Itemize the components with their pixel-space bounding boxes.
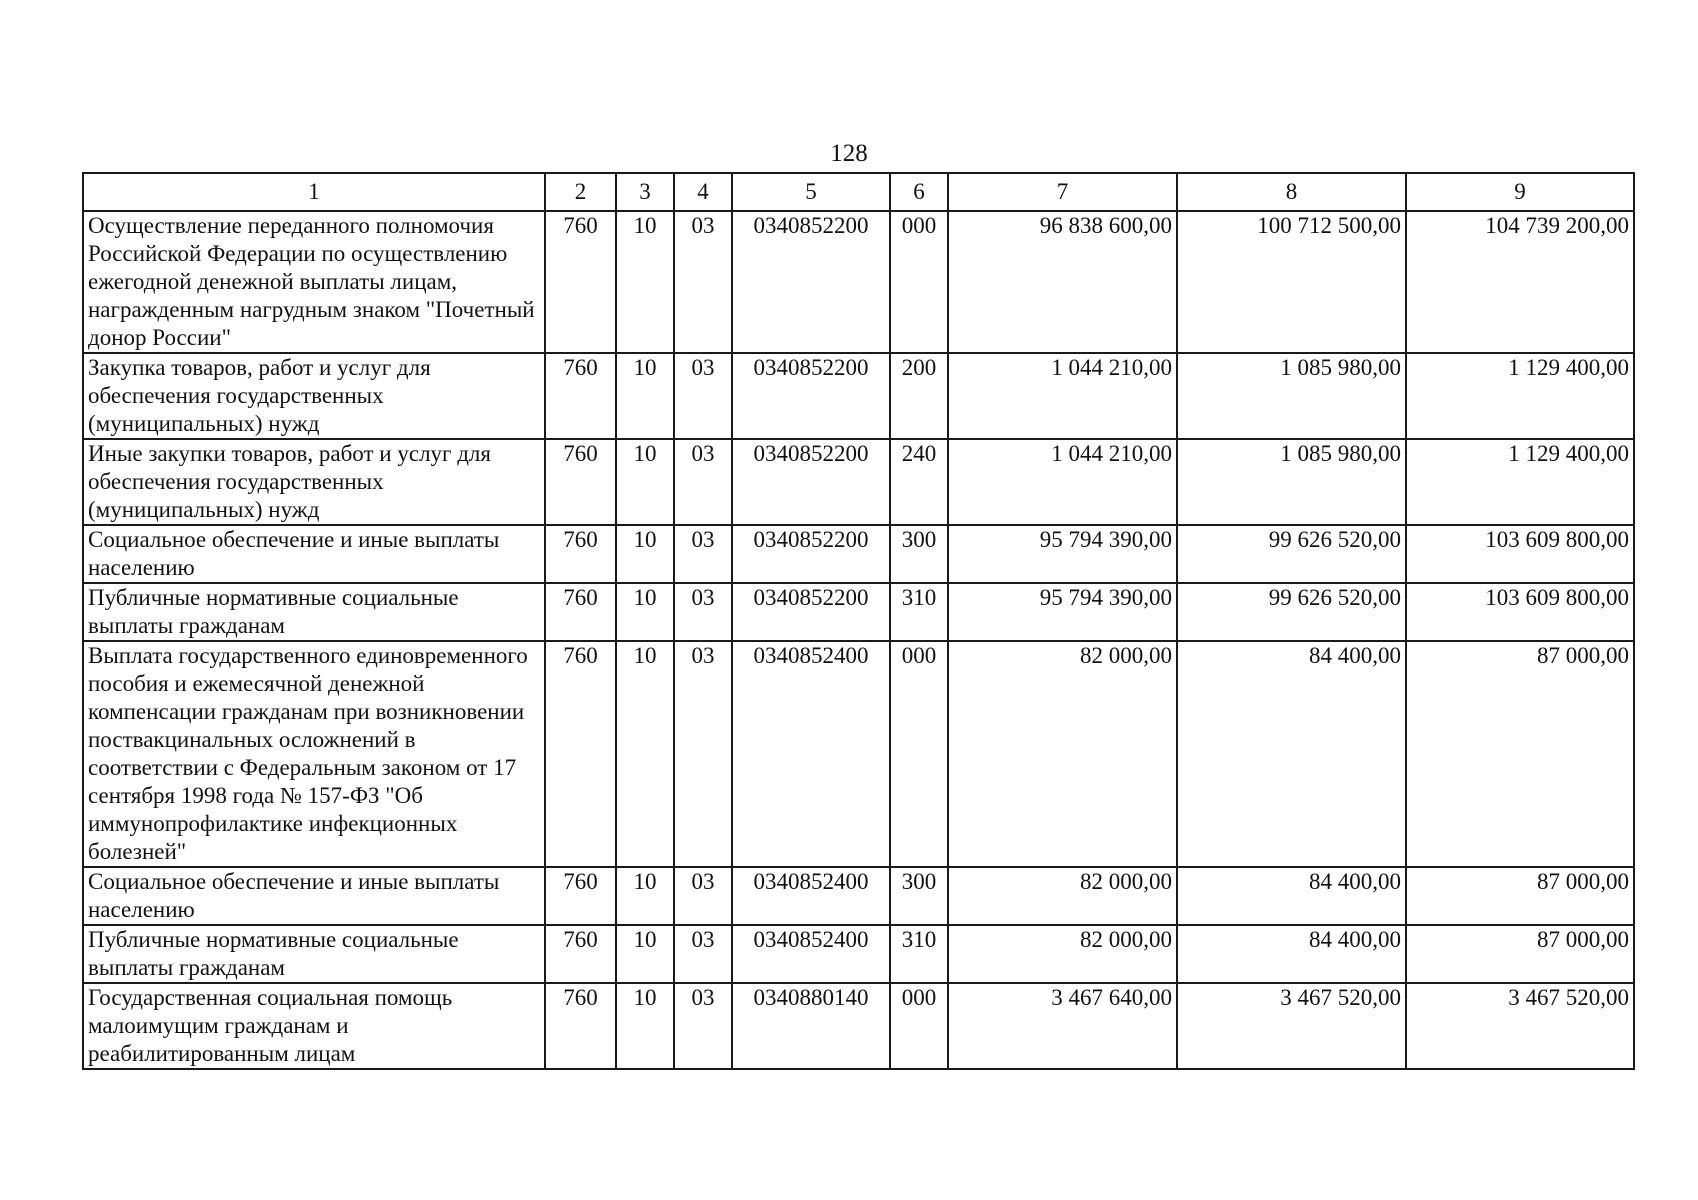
amount-col-8: 99 626 520,00 [1177,525,1406,583]
code-col-2: 760 [545,983,616,1069]
code-col-3: 10 [616,867,674,925]
amount-col-9: 87 000,00 [1406,641,1634,867]
amount-col-9: 3 467 520,00 [1406,983,1634,1069]
code-col-3: 10 [616,211,674,353]
code-col-2: 760 [545,867,616,925]
code-col-4: 03 [674,925,732,983]
amount-col-8: 84 400,00 [1177,867,1406,925]
header-col-6: 6 [890,173,948,211]
code-col-4: 03 [674,353,732,439]
code-col-6: 310 [890,583,948,641]
amount-col-9: 87 000,00 [1406,925,1634,983]
row-name: Социальное обеспечение и иные выплаты населению [83,525,545,583]
amount-col-8: 84 400,00 [1177,925,1406,983]
code-col-5: 0340852200 [732,211,890,353]
table-row [83,925,1634,983]
code-col-2: 760 [545,353,616,439]
header-col-2: 2 [545,173,616,211]
amount-col-8: 3 467 520,00 [1177,983,1406,1069]
amount-col-7: 1 044 210,00 [948,439,1177,525]
code-col-3: 10 [616,925,674,983]
amount-col-8: 1 085 980,00 [1177,439,1406,525]
table-row [83,439,1634,525]
code-col-6: 240 [890,439,948,525]
amount-col-8: 100 712 500,00 [1177,211,1406,353]
header-col-3: 3 [616,173,674,211]
row-name: Публичные нормативные социальные выплаты гражданам [83,583,545,641]
header-col-8: 8 [1177,173,1406,211]
amount-col-9: 104 739 200,00 [1406,211,1634,353]
code-col-4: 03 [674,867,732,925]
code-col-5: 0340852400 [732,867,890,925]
row-name: Иные закупки товаров, работ и услуг для обеспечения государственных (муниципальных) нужд [83,439,545,525]
table-row [83,583,1634,641]
amount-col-9: 1 129 400,00 [1406,353,1634,439]
code-col-2: 760 [545,211,616,353]
code-col-3: 10 [616,353,674,439]
table-row [83,525,1634,583]
code-col-6: 000 [890,211,948,353]
amount-col-7: 95 794 390,00 [948,583,1177,641]
header-col-9: 9 [1406,173,1634,211]
amount-col-7: 3 467 640,00 [948,983,1177,1069]
amount-col-7: 82 000,00 [948,867,1177,925]
code-col-4: 03 [674,583,732,641]
code-col-5: 0340852400 [732,641,890,867]
code-col-6: 310 [890,925,948,983]
code-col-3: 10 [616,583,674,641]
code-col-4: 03 [674,439,732,525]
amount-col-7: 96 838 600,00 [948,211,1177,353]
header-col-5: 5 [732,173,890,211]
amount-col-7: 82 000,00 [948,641,1177,867]
table-row [83,641,1634,867]
table-header [83,173,1634,211]
amount-col-8: 1 085 980,00 [1177,353,1406,439]
code-col-6: 000 [890,641,948,867]
code-col-5: 0340852400 [732,925,890,983]
code-col-5: 0340852200 [732,583,890,641]
amount-col-8: 99 626 520,00 [1177,583,1406,641]
row-name: Публичные нормативные социальные выплаты гражданам [83,925,545,983]
code-col-4: 03 [674,525,732,583]
table-row [83,983,1634,1069]
amount-col-7: 82 000,00 [948,925,1177,983]
header-row [83,173,1634,211]
code-col-5: 0340880140 [732,983,890,1069]
header-col-4: 4 [674,173,732,211]
budget-table [82,172,1635,1070]
row-name: Социальное обеспечение и иные выплаты населению [83,867,545,925]
amount-col-9: 1 129 400,00 [1406,439,1634,525]
header-col-7: 7 [948,173,1177,211]
table-row [83,211,1634,353]
code-col-4: 03 [674,641,732,867]
code-col-4: 03 [674,983,732,1069]
code-col-2: 760 [545,525,616,583]
code-col-6: 000 [890,983,948,1069]
code-col-3: 10 [616,641,674,867]
code-col-3: 10 [616,439,674,525]
amount-col-9: 87 000,00 [1406,867,1634,925]
page-number: 128 [830,140,868,167]
amount-col-9: 103 609 800,00 [1406,525,1634,583]
row-name: Государственная социальная помощь малоимущим гражданам и реабилитированным лицам [83,983,545,1069]
amount-col-7: 1 044 210,00 [948,353,1177,439]
code-col-2: 760 [545,583,616,641]
code-col-5: 0340852200 [732,353,890,439]
row-name: Осуществление переданного полномочия Российской Федерации по осуществлению ежегодной денежной выплаты лицам, награжденным нагрудным знаком "Почетный донор России" [83,211,545,353]
header-col-1: 1 [83,173,545,211]
table-body [83,211,1634,1069]
code-col-2: 760 [545,439,616,525]
code-col-5: 0340852200 [732,439,890,525]
code-col-3: 10 [616,983,674,1069]
amount-col-9: 103 609 800,00 [1406,583,1634,641]
amount-col-7: 95 794 390,00 [948,525,1177,583]
code-col-5: 0340852200 [732,525,890,583]
row-name: Выплата государственного единовременного пособия и ежемесячной денежной компенсации гражданам при возникновении поствакцинальных осложнений в соответствии с Федеральным законом от 17 сентября 1998 года № 157-ФЗ "Об иммунопрофилактике инфекционных болезней" [83,641,545,867]
code-col-6: 200 [890,353,948,439]
code-col-4: 03 [674,211,732,353]
code-col-2: 760 [545,641,616,867]
table-row [83,353,1634,439]
code-col-6: 300 [890,867,948,925]
amount-col-8: 84 400,00 [1177,641,1406,867]
code-col-6: 300 [890,525,948,583]
code-col-2: 760 [545,925,616,983]
code-col-3: 10 [616,525,674,583]
row-name: Закупка товаров, работ и услуг для обеспечения государственных (муниципальных) нужд [83,353,545,439]
table-row [83,867,1634,925]
